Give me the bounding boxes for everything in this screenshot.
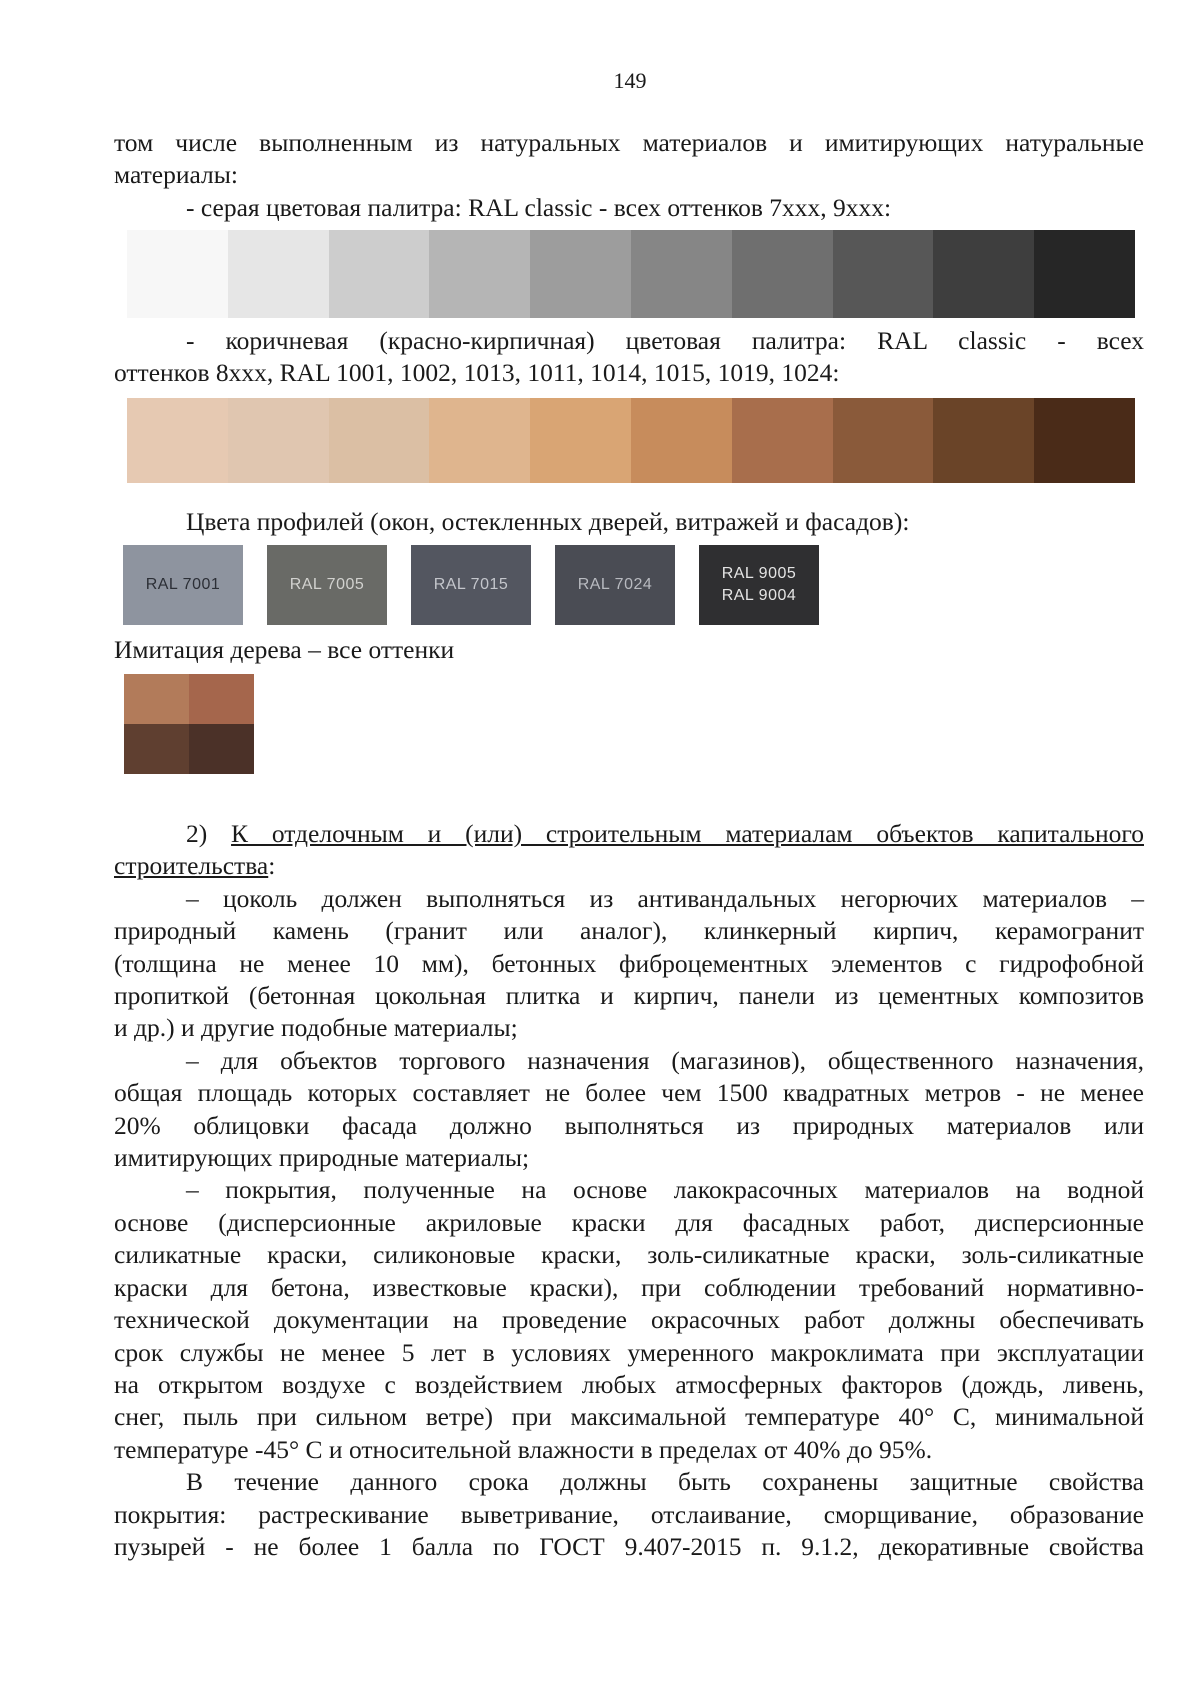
color-swatch [127, 230, 228, 318]
ral-code-label: RAL 7015 [433, 576, 509, 593]
text-line: В течение данного срока должны быть сохранены защитные свойства [186, 1467, 1144, 1497]
profiles-caption-block [114, 506, 1144, 538]
color-swatch [228, 230, 329, 318]
text-line: технической документации на проведение окрасочных работ должны обеспечивать [114, 1305, 1144, 1335]
profile-color-sample [123, 545, 243, 625]
ral-code-label: RAL 9005 [721, 565, 797, 582]
closing-paragraph [114, 1466, 1144, 1563]
section-title-part: строительства [114, 851, 269, 881]
color-swatch [329, 230, 430, 318]
wood-tone-swatch [124, 674, 189, 724]
profile-color-sample [555, 545, 675, 625]
wood-caption: Имитация дерева – все оттенки [114, 635, 455, 664]
ral-code-label: RAL 7001 [145, 576, 221, 593]
gray-palette-caption: - серая цветовая палитра: RAL classic - всех оттенков 7xxx, 9xxx: [186, 192, 892, 222]
color-swatch [228, 398, 329, 483]
color-swatch [933, 230, 1034, 318]
color-swatch [329, 398, 430, 483]
text-line: пропиткой (бетонная цокольная плитка и кирпич, панели из цементных композитов [114, 981, 1144, 1011]
list-item [114, 883, 1144, 1045]
color-swatch [1034, 398, 1135, 483]
ral-code-label: RAL 7024 [577, 576, 653, 593]
text-line: оттенков 8xxx, RAL 1001, 1002, 1013, 1011, 1014, 1015, 1019, 1024: [114, 358, 840, 388]
gray-color-palette [127, 230, 1135, 318]
text-line: силикатные краски, силиконовые краски, золь-силикатные краски, золь-силикатные [114, 1240, 1144, 1270]
text-line: (толщина не менее 10 мм), бетонных фиброцементных элементов с гидрофобной [114, 948, 1144, 978]
text-line: на открытом воздухе с воздействием любых атмосферных факторов (дождь, ливень, [114, 1369, 1144, 1399]
text-line: снег, пыль при сильном ветре) при максимальной температуре 40° С, минимальной [114, 1402, 1144, 1432]
wood-imitation-swatch [124, 674, 254, 774]
list-item [114, 1045, 1144, 1175]
color-swatch [631, 398, 732, 483]
wood-tone-swatch [189, 674, 254, 724]
section-colon: : [268, 851, 276, 881]
text-line: материалы: [114, 160, 238, 190]
ral-code-label: RAL 7005 [289, 576, 365, 593]
text-line: - коричневая (красно-кирпичная) цветовая палитра: RAL classic - всех [186, 326, 1144, 355]
profile-color-sample [267, 545, 387, 625]
profile-color-sample [699, 545, 819, 625]
text-line: покрытия: растрескивание выветривание, отслаивание, сморщивание, образование [114, 1499, 1144, 1529]
text-line: – для объектов торгового назначения (магазинов), общественного назначения, [186, 1045, 1144, 1075]
wood-tone-swatch [189, 724, 254, 774]
text-line: температуре -45° С и относительной влажности в пределах от 40% до 95%. [114, 1434, 933, 1464]
wood-tone-swatch [124, 724, 189, 774]
text-line: краски для бетона, известковые краски), при соблюдении требований нормативно- [114, 1272, 1144, 1302]
section-number: 2) [186, 819, 232, 848]
color-swatch [429, 230, 530, 318]
color-swatch [429, 398, 530, 483]
text-line: том числе выполненным из натуральных материалов и имитирующих натуральные [114, 128, 1144, 157]
brown-color-palette [127, 398, 1135, 483]
text-line: общая площадь которых составляет не более чем 1500 квадратных метров - не менее [114, 1078, 1144, 1108]
brown-palette-caption [114, 325, 1144, 390]
intro-paragraph [114, 127, 1144, 224]
color-swatch [631, 230, 732, 318]
color-swatch [530, 398, 631, 483]
text-line: срок службы не менее 5 лет в условиях умеренного макроклимата при эксплуатации [114, 1337, 1144, 1367]
text-line: имитирующих природные материалы; [114, 1143, 530, 1173]
text-line: природный камень (гранит или аналог), клинкерный кирпич, керамогранит [114, 916, 1144, 946]
text-line: – цоколь должен выполняться из антивандальных негорючих материалов – [186, 883, 1144, 913]
text-line: и др.) и другие подобные материалы; [114, 1013, 518, 1043]
color-swatch [933, 398, 1034, 483]
text-line: пузырей - не более 1 балла по ГОСТ 9.407-2015 п. 9.1.2, декоративные свойства [114, 1531, 1144, 1561]
ral-code-label: RAL 9004 [721, 587, 797, 604]
text-line [114, 850, 1144, 882]
color-swatch [732, 230, 833, 318]
profile-color-sample [411, 545, 531, 625]
text-line: – покрытия, полученные на основе лакокрасочных материалов на водной [186, 1175, 1144, 1205]
color-swatch [732, 398, 833, 483]
profile-color-samples [123, 545, 819, 625]
section-2 [114, 818, 1144, 1563]
text-line: 20% облицовки фасада должно выполняться из природных материалов или [114, 1110, 1144, 1140]
section-title-part: К отделочным и (или) строительным материалам объектов капитального [231, 819, 1144, 848]
color-swatch [1034, 230, 1135, 318]
profiles-caption: Цвета профилей (окон, остекленных дверей, витражей и фасадов): [186, 507, 910, 536]
wood-caption-block [114, 634, 1144, 666]
page-number: 149 [613, 68, 647, 93]
color-swatch [833, 230, 934, 318]
color-swatch [833, 398, 934, 483]
text-line: основе (дисперсионные акриловые краски для фасадных работ, дисперсионные [114, 1207, 1144, 1237]
requirements-list [114, 883, 1144, 1466]
color-swatch [127, 398, 228, 483]
section-2-title [114, 818, 1144, 850]
color-swatch [530, 230, 631, 318]
list-item [114, 1174, 1144, 1466]
